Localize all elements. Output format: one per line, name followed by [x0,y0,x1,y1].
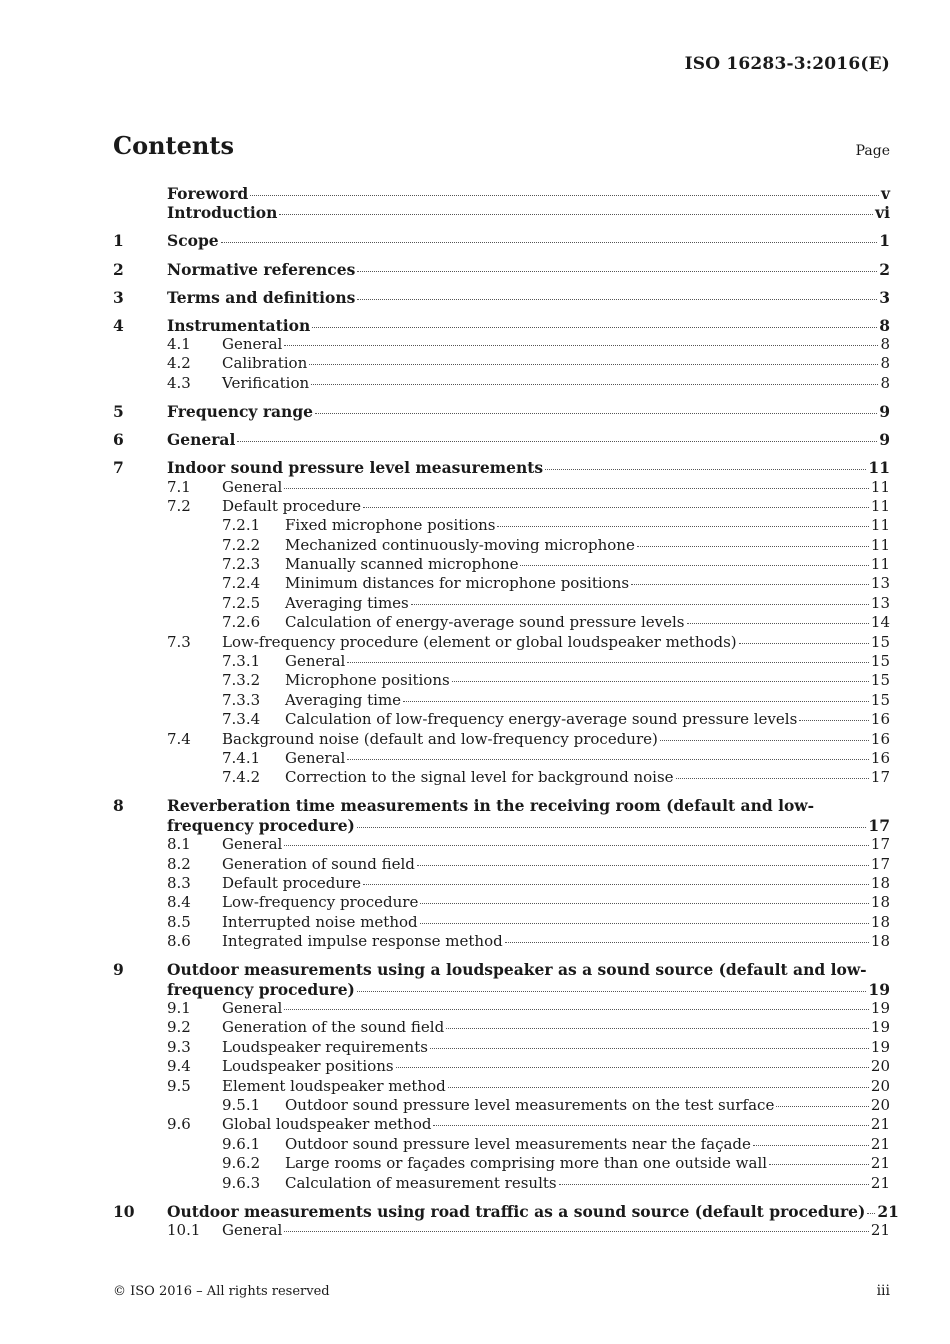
toc-entry-page: 17 [870,768,890,787]
toc-entry-number: 7.2.1 [222,516,261,535]
toc-entry[interactable] [113,260,890,279]
toc-entry-number: 6 [113,430,124,450]
toc-entry-title: Outdoor sound pressure level measurements on the test surface [285,1095,775,1114]
toc-entry-page: 21 [870,1134,890,1153]
toc-entry-title: Averaging times [285,593,409,612]
toc-leader-dots [433,1125,868,1126]
toc-entry[interactable] [113,536,890,555]
toc-entry-page: 18 [870,912,890,931]
toc-entry-number: 8.5 [167,912,191,931]
toc-leader-dots [396,1067,869,1068]
toc-entry[interactable] [113,335,890,354]
toc-entry-number: 7.4 [167,729,191,748]
toc-entry-number: 9.6 [167,1115,191,1134]
toc-entry-page: 19 [870,1018,890,1037]
toc-leader-dots [403,701,869,702]
toc-leader-dots [309,364,878,365]
toc-entry-title: Background noise (default and low-frequency procedure) [222,729,658,748]
toc-entry-page: vi [875,203,890,223]
toc-entry-page: 20 [870,1057,890,1076]
toc-entry-page: 18 [870,874,890,892]
toc-leader-dots [799,720,869,721]
toc-entry-page: 19 [870,999,890,1018]
toc-leader-dots [312,327,877,328]
table-of-contents [113,184,899,1240]
toc-entry-number: 8.1 [167,835,191,854]
toc-entry-title: Fixed microphone positions [285,516,496,535]
toc-entry-title: Calibration [222,354,308,373]
toc-entry-number: 7.2.5 [222,593,261,612]
toc-leader-dots [347,759,869,760]
toc-entry-title: frequency procedure) [167,815,355,835]
toc-entry[interactable] [113,874,890,893]
toc-entry[interactable] [113,999,890,1018]
toc-entry-number: 7.3.4 [222,710,261,729]
toc-entry-page: 15 [870,632,890,651]
toc-entry[interactable] [113,932,890,951]
toc-entry-page: 8 [880,335,890,354]
toc-entry-page: 15 [870,690,890,709]
toc-entry-number: 9.6.2 [222,1154,261,1173]
toc-entry[interactable] [113,316,890,335]
toc-entry[interactable] [113,893,890,912]
toc-entry[interactable] [113,768,890,787]
toc-entry-title: Introduction [167,203,278,223]
toc-leader-dots [739,643,869,644]
toc-entry-number: 7.4.1 [222,748,261,767]
toc-entry[interactable] [113,1174,890,1193]
toc-entry-title: Loudspeaker positions [222,1057,394,1076]
toc-entry-title: Interrupted noise method [222,912,418,931]
toc-entry-title: Calculation of energy-average sound pressure levels [285,613,685,632]
toc-entry-page: 16 [870,729,890,748]
toc-entry-number: 8.3 [167,874,191,892]
toc-leader-dots [776,1106,869,1107]
toc-entry-number: 9.3 [167,1037,191,1056]
toc-entry-title: Element loudspeaker method [222,1076,446,1095]
toc-entry-title: Default procedure [222,874,362,892]
toc-entry-number: 9.1 [167,999,191,1018]
toc-entry-number: 8.6 [167,932,191,951]
toc-entry[interactable] [113,458,890,477]
toc-entry-page: 21 [870,1173,890,1192]
toc-entry-title: General [222,1221,283,1240]
toc-entry-page: 21 [877,1201,899,1221]
toc-entry-title: Manually scanned microphone [285,555,519,574]
toc-leader-dots [357,271,877,272]
toc-entry-number: 1 [113,231,124,251]
toc-entry-number: 7.2.2 [222,535,261,554]
toc-entry-title: Outdoor sound pressure level measurements near the façade [285,1134,751,1153]
toc-entry[interactable] [113,184,890,203]
toc-entry[interactable] [113,1038,890,1057]
toc-leader-dots [505,942,869,943]
toc-entry-title: General [285,652,346,671]
toc-entry-title: Reverberation time measurements in the receiving room (default and low- [167,796,815,816]
toc-entry-title: Correction to the signal level for background noise [285,768,674,787]
toc-entry[interactable] [113,652,890,671]
toc-entry[interactable] [113,710,890,729]
toc-entry-page: 8 [880,354,890,373]
footer-copyright: © ISO 2016 – All rights reserved [113,1284,330,1299]
toc-entry[interactable] [113,354,890,373]
toc-entry-number: 8.2 [167,854,191,873]
toc-entry-title: Large rooms or façades comprising more than one outside wall [285,1154,768,1173]
contents-title: Contents [113,131,234,160]
toc-entry-number: 9.5 [167,1076,191,1095]
toc-leader-dots [520,565,868,566]
toc-leader-dots [545,469,866,470]
toc-entry-title: Frequency range [167,401,314,421]
toc-entry-page: 11 [870,535,890,554]
toc-entry-title: Calculation of low-frequency energy-average sound pressure levels [285,710,798,729]
toc-leader-dots [676,778,869,779]
toc-leader-dots [559,1184,869,1185]
toc-entry-page: 11 [870,477,890,496]
toc-entry-number: 9.4 [167,1057,191,1076]
toc-entry-title: Outdoor measurements using a loudspeaker as a sound source (default and low- [167,960,867,980]
toc-leader-dots [221,242,878,243]
toc-leader-dots [311,384,878,385]
toc-entry-page: 9 [879,401,890,421]
toc-entry-title: Global loudspeaker method [222,1115,432,1134]
toc-leader-dots [660,740,869,741]
toc-leader-dots [284,845,869,846]
footer-page-number: iii [876,1283,890,1299]
toc-entry-title: Verification [222,373,310,392]
toc-leader-dots [446,1028,869,1029]
toc-entry[interactable] [113,913,890,932]
document-id: ISO 16283-3:2016(E) [684,54,890,74]
toc-entry[interactable] [113,855,890,874]
toc-entry-title: Indoor sound pressure level measurements [167,458,544,478]
toc-leader-dots [753,1145,869,1146]
toc-entry-page: 19 [868,979,890,999]
toc-leader-dots [497,526,868,527]
toc-entry-page: 11 [870,496,890,515]
toc-entry[interactable] [113,749,890,768]
toc-entry-number: 3 [113,287,124,307]
toc-leader-dots [284,488,869,489]
toc-entry[interactable] [113,374,890,393]
toc-leader-dots [631,584,869,585]
toc-entry-page: 20 [870,1076,890,1095]
toc-leader-dots [420,923,869,924]
toc-entry[interactable] [113,1057,890,1076]
toc-entry-number: 7.3.2 [222,671,261,690]
toc-leader-dots [867,1213,875,1214]
toc-entry-title: Microphone positions [285,671,450,690]
toc-entry[interactable] [113,613,890,632]
toc-entry-page: 11 [870,555,890,574]
toc-leader-dots [357,827,867,828]
toc-entry-title: Instrumentation [167,315,311,335]
toc-entry-page: 2 [879,259,890,279]
toc-entry[interactable] [113,203,890,222]
toc-entry-number: 4.2 [167,354,191,373]
toc-entry-page: 9 [879,430,890,450]
toc-entry-page: 13 [870,574,890,593]
toc-leader-dots [430,1048,869,1049]
toc-entry-number: 7.2 [167,496,191,515]
toc-entry-title: General [222,477,283,496]
toc-entry[interactable] [113,816,890,835]
toc-entry-number: 7 [113,458,124,478]
toc-entry-title: Integrated impulse response method [222,932,503,951]
toc-entry-number: 7.4.2 [222,768,261,787]
toc-entry[interactable] [113,730,890,749]
toc-entry-title: General [222,999,283,1018]
toc-entry-page: v [880,184,890,203]
toc-entry-page: 18 [870,893,890,912]
toc-entry[interactable] [113,1154,890,1173]
toc-entry[interactable] [113,402,890,421]
toc-entry-title: General [167,430,236,450]
toc-leader-dots [411,604,869,605]
toc-entry-number: 7.1 [167,477,191,496]
toc-entry-title: Low-frequency procedure (element or global loudspeaker methods) [222,632,737,651]
toc-entry-number: 10.1 [167,1221,201,1240]
toc-leader-dots [284,1009,869,1010]
toc-entry-title: Generation of sound field [222,854,415,873]
toc-entry-title: General [222,835,283,854]
toc-entry[interactable] [113,497,890,516]
toc-entry-title: Minimum distances for microphone positions [285,574,630,593]
toc-leader-dots [237,441,877,442]
toc-entry[interactable] [113,231,890,250]
toc-entry[interactable] [113,555,890,574]
toc-entry[interactable] [113,980,890,999]
toc-entry-title: Foreword [167,184,249,203]
toc-leader-dots [420,903,869,904]
toc-entry-page: 15 [870,652,890,671]
toc-entry-page: 1 [879,231,890,251]
toc-entry-page: 19 [870,1037,890,1056]
toc-entry-number: 10 [113,1201,135,1221]
toc-entry[interactable] [113,1077,890,1096]
toc-entry-title: General [285,748,346,767]
toc-leader-dots [363,507,869,508]
toc-entry-page: 8 [880,373,890,392]
toc-entry[interactable] [113,835,890,854]
toc-entry-line1[interactable] [113,960,890,979]
toc-entry[interactable] [113,1115,890,1134]
toc-entry-number: 5 [113,401,124,421]
toc-entry-title: Normative references [167,259,356,279]
toc-entry-number: 8 [113,796,124,816]
toc-entry-title: Averaging time [285,690,402,709]
toc-entry-page: 11 [870,516,890,535]
toc-entry-line1[interactable] [113,796,890,815]
toc-leader-dots [347,662,869,663]
toc-leader-dots [284,1231,869,1232]
toc-entry[interactable] [113,691,890,710]
toc-entry-number: 7.2.6 [222,613,261,632]
toc-entry-number: 9.2 [167,1018,191,1037]
toc-entry-title: Mechanized continuously-moving microphone [285,535,635,554]
toc-entry[interactable] [113,633,890,652]
toc-entry-page: 8 [879,315,890,335]
toc-leader-dots [687,623,869,624]
toc-entry[interactable] [113,1018,890,1037]
toc-entry-number: 7.2.4 [222,574,261,593]
toc-leader-dots [250,195,879,196]
toc-entry-number: 4.3 [167,373,191,392]
toc-entry[interactable] [113,478,890,497]
toc-entry-page: 13 [870,593,890,612]
toc-entry-number: 4 [113,315,124,335]
toc-entry-title: Loudspeaker requirements [222,1037,428,1056]
toc-leader-dots [357,991,867,992]
toc-leader-dots [279,214,873,215]
toc-entry-page: 17 [870,854,890,873]
toc-entry-title: Outdoor measurements using road traffic as a sound source (default procedure) [167,1201,866,1221]
toc-entry-number: 2 [113,259,124,279]
toc-entry-title: Default procedure [222,496,362,515]
toc-entry-number: 9 [113,960,124,980]
toc-entry-page: 17 [868,815,890,835]
toc-entry-number: 8.4 [167,893,191,912]
toc-entry[interactable] [113,1135,890,1154]
toc-entry-title: Calculation of measurement results [285,1173,557,1192]
toc-entry-number: 9.6.1 [222,1134,261,1153]
toc-entry-page: 11 [868,458,890,478]
toc-entry-number: 7.3.1 [222,652,261,671]
toc-entry-page: 17 [870,835,890,854]
toc-entry-page: 21 [870,1221,890,1240]
toc-entry-number: 7.2.3 [222,555,261,574]
toc-leader-dots [417,865,869,866]
toc-entry-number: 7.3 [167,632,191,651]
toc-leader-dots [363,884,869,885]
toc-entry-page: 20 [870,1095,890,1114]
toc-leader-dots [315,413,877,414]
toc-entry[interactable] [113,288,890,307]
toc-entry-page: 21 [870,1115,890,1134]
toc-entry-title: Low-frequency procedure [222,893,419,912]
toc-leader-dots [637,546,869,547]
toc-entry-number: 9.6.3 [222,1173,261,1192]
toc-entry[interactable] [113,430,890,449]
toc-entry[interactable] [113,594,890,613]
toc-entry[interactable] [113,1221,890,1240]
toc-leader-dots [357,299,877,300]
toc-entry-page: 21 [870,1154,890,1173]
toc-entry-number: 7.3.3 [222,690,261,709]
toc-entry-page: 14 [870,613,890,632]
toc-entry-number: 9.5.1 [222,1095,261,1114]
toc-leader-dots [769,1164,869,1165]
toc-entry-page: 16 [870,710,890,729]
toc-leader-dots [452,681,869,682]
toc-entry-page: 16 [870,748,890,767]
toc-entry-title: General [222,335,283,354]
toc-entry-title: frequency procedure) [167,979,355,999]
toc-leader-dots [448,1087,869,1088]
page-column-label: Page [855,143,890,159]
toc-entry-title: Scope [167,231,219,251]
toc-entry-number: 4.1 [167,335,191,354]
toc-entry[interactable] [113,516,890,535]
toc-entry[interactable] [113,1201,899,1221]
toc-entry-title: Generation of the sound field [222,1018,445,1037]
toc-entry-page: 3 [879,287,890,307]
toc-entry-title: Terms and definitions [167,287,356,307]
toc-entry-page: 15 [870,671,890,690]
toc-entry[interactable] [113,671,890,690]
toc-entry-page: 18 [870,932,890,951]
toc-entry[interactable] [113,574,890,593]
toc-leader-dots [284,345,878,346]
toc-entry[interactable] [113,1096,890,1115]
